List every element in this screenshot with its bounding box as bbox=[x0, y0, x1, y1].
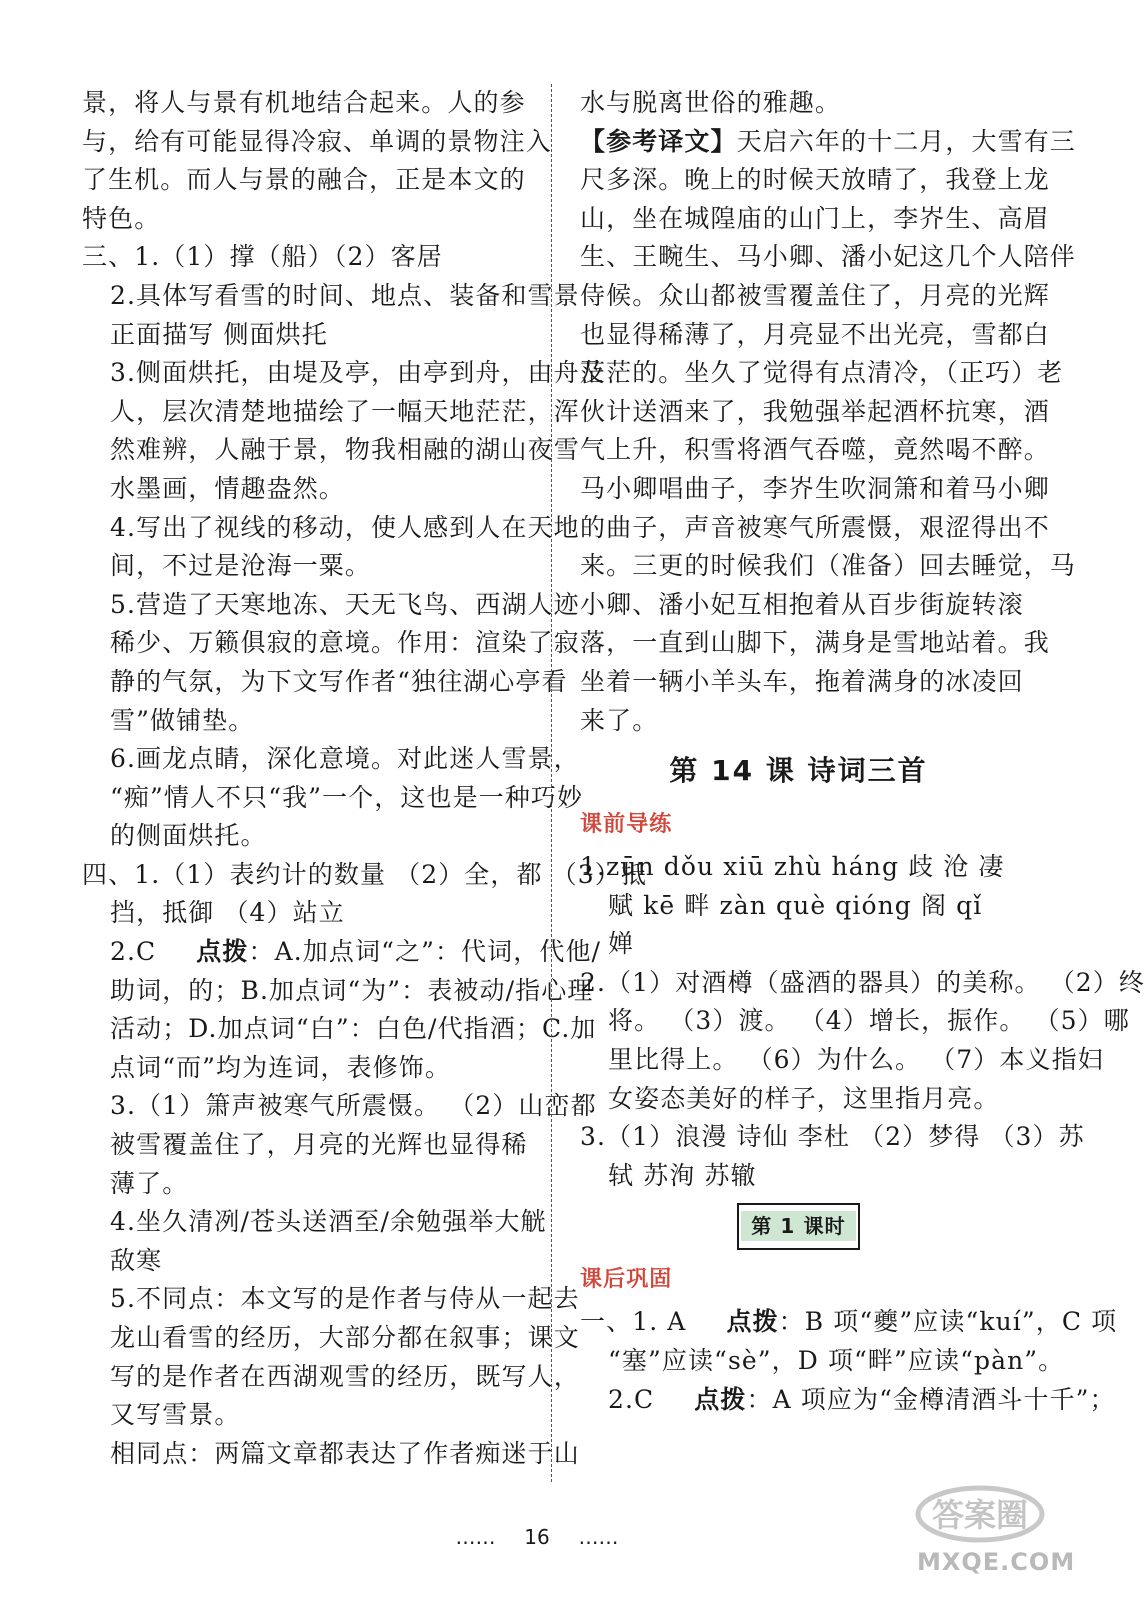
period-badge-label: 第 1 课时 bbox=[741, 1211, 855, 1241]
text-line: 被雪覆盖住了，月亮的光辉也显得稀 bbox=[110, 1130, 528, 1160]
text-line: 与，给有可能显得冷寂、单调的景物注入 bbox=[82, 126, 552, 156]
text-line: 2.（1）对酒樽（盛酒的器具）的美称。 （2）终 bbox=[580, 967, 1145, 997]
text-line: 点词“而”均为连词，表修饰。 bbox=[110, 1052, 451, 1082]
text-line: 的曲子，声音被寒气所震慑，艰涩得出不 bbox=[580, 512, 1050, 542]
text-line: “塞”应读“sè”，D 项“畔”应读“pàn”。 bbox=[608, 1346, 1065, 1376]
text-line: 3.（1）浪漫 诗仙 李杜 （2）梦得 （3）苏 bbox=[580, 1122, 1085, 1152]
text-line: 6.画龙点睛，深化意境。对此迷人雪景， bbox=[110, 744, 580, 774]
hint-label: 点拨 bbox=[196, 937, 249, 967]
text-line: 正面描写 侧面烘托 bbox=[110, 319, 328, 349]
text-line: 侍候。众山都被雪覆盖住了，月亮的光辉 bbox=[580, 280, 1050, 310]
text-line: 活动；D.加点词“白”：白色/代指酒；C.加 bbox=[110, 1014, 597, 1044]
text-line: 挡，抵御 （4）站立 bbox=[110, 898, 345, 928]
text-line: 助词，的；B.加点词“为”：表被动/指心理 bbox=[110, 975, 594, 1005]
text-line: 写的是作者在西湖观雪的经历，既写人， bbox=[110, 1361, 580, 1391]
period-badge bbox=[737, 1203, 859, 1250]
answer-choice: 2.C bbox=[608, 1384, 655, 1414]
text-line: 2.具体写看雪的时间、地点、装备和雪景 bbox=[110, 280, 580, 310]
text-line: 3.（1）箫声被寒气所震慑。 （2）山峦都 bbox=[110, 1091, 597, 1121]
text-line: 龙山看雪的经历，大部分都在叙事；课文 bbox=[110, 1323, 580, 1352]
text-line: 5.不同点：本文写的是作者与侍从一起去 bbox=[110, 1284, 580, 1314]
text-line: 伙计送酒来了，我勉强举起酒杯抗寒，酒 bbox=[580, 396, 1050, 426]
text-line: 来。三更的时候我们（准备）回去睡觉，马 bbox=[580, 551, 1076, 581]
text-line: 尺多深。晚上的时候天放晴了，我登上龙 bbox=[580, 165, 1050, 195]
text-line: 四、1.（1）表约计的数量 （2）全，都 （3）抵 bbox=[82, 859, 647, 889]
text-line: 的侧面烘托。 bbox=[110, 821, 267, 851]
column-divider bbox=[551, 84, 552, 1482]
text-line: 里比得上。 （6）为什么。 （7）本义指妇 bbox=[608, 1045, 1104, 1075]
translation-text: 天启六年的十二月，大雪有三 bbox=[736, 126, 1076, 156]
hint-text: ：B 项“夔”应读“kuí”，C 项 bbox=[778, 1307, 1118, 1337]
lesson-title: 第 14 课 诗词三首 bbox=[669, 754, 928, 788]
text-line: 女姿态美好的样子，这里指月亮。 bbox=[608, 1083, 1000, 1113]
text-line: 人，层次清楚地描绘了一幅天地茫茫，浑 bbox=[110, 396, 580, 426]
watermark-logo bbox=[905, 1478, 1076, 1588]
text-line bbox=[82, 933, 602, 972]
text-line: 雪”做铺垫。 bbox=[110, 705, 255, 735]
section-heading-pre: 课前导练 bbox=[580, 812, 673, 838]
text-line: 稀少、万籁俱寂的意境。作用：渲染了寂 bbox=[110, 628, 580, 658]
text-line: 气上升，积雪将酒气吞噬，竟然喝不醉。 bbox=[580, 435, 1050, 465]
watermark-logo-text: 答案圈 bbox=[931, 1496, 1029, 1534]
text-line: 景，将人与景有机地结合起来。人的参 bbox=[82, 88, 526, 117]
text-line: 三、1.（1）撑（船）（2）客居 bbox=[82, 242, 443, 272]
text-line: 马小卿唱曲子，李岕生吹洞箫和着马小卿 bbox=[580, 473, 1050, 503]
text-line: 4.坐久清冽/苍头送酒至/余勉强举大觥 bbox=[110, 1207, 547, 1237]
text-line: 小卿、潘小妃互相抱着从百步街旋转滚 bbox=[580, 589, 1024, 619]
text-line: 将。 （3）渡。 （4）增长，振作。 （5）哪 bbox=[608, 1006, 1130, 1036]
footer-dots-left: …… bbox=[455, 1525, 496, 1549]
text-line: 了生机。而人与景的融合，正是本文的 bbox=[82, 165, 526, 195]
text-line: 坐着一辆小羊头车，拖着满身的冰凌回 bbox=[580, 666, 1024, 696]
text-line bbox=[580, 1303, 1118, 1342]
text-line: 赋 kē 畔 zàn què qióng 阁 qǐ bbox=[608, 890, 983, 920]
hint-label: 点拨 bbox=[726, 1307, 779, 1337]
text-line: 3.侧面烘托，由堤及亭，由亭到舟，由舟及 bbox=[110, 358, 606, 388]
text-line: 特色。 bbox=[82, 203, 161, 233]
text-line bbox=[580, 1381, 1116, 1420]
hint-text: ：A 项应为“金樽清酒斗十千”； bbox=[746, 1384, 1116, 1414]
hint-label: 点拨 bbox=[694, 1384, 747, 1414]
right-column bbox=[580, 84, 1145, 1419]
footer-dots-right: …… bbox=[578, 1525, 619, 1549]
text-line: 山，坐在城隍庙的山门上，李岕生、高眉 bbox=[580, 203, 1050, 233]
watermark-logo-icon bbox=[905, 1478, 1055, 1548]
text-line: 敌寒 bbox=[110, 1245, 163, 1275]
text-line: 相同点：两篇文章都表达了作者痴迷于山 bbox=[110, 1438, 580, 1468]
period-badge-wrap bbox=[580, 1195, 1017, 1257]
text-line: 1.zūn dǒu xiū zhù háng 歧 沧 凄 bbox=[580, 852, 1005, 882]
text-line: 水与脱离世俗的雅趣。 bbox=[580, 88, 842, 117]
text-line: “痴”情人不只“我”一个，这也是一种巧妙 bbox=[110, 782, 584, 812]
text-line: 轼 苏洵 苏辙 bbox=[608, 1160, 757, 1190]
answer-choice: 2.C bbox=[110, 937, 157, 967]
section-heading-post: 课后巩固 bbox=[580, 1267, 673, 1293]
text-line: 然难辨，人融于景，物我相融的湖山夜雪 bbox=[110, 435, 580, 465]
translation-label: 【参考译文】 bbox=[580, 126, 737, 156]
text-line: 也显得稀薄了，月亮显不出光亮，雪都白 bbox=[580, 319, 1050, 349]
text-line: 4.写出了视线的移动，使人感到人在天地 bbox=[110, 512, 580, 542]
hint-text: ：A.加点词“之”：代词，代他/ bbox=[248, 937, 602, 967]
answer-choice: 一、1. A bbox=[580, 1307, 687, 1337]
text-line bbox=[580, 123, 1076, 162]
text-line: 静的气氛，为下文写作者“独往湖心亭看 bbox=[110, 666, 568, 696]
text-line: 落，一直到山脚下，满身是雪地站着。我 bbox=[580, 628, 1050, 658]
text-line: 间，不过是沧海一粟。 bbox=[110, 551, 372, 581]
page-number: 16 bbox=[524, 1525, 550, 1549]
text-line: 来了。 bbox=[580, 705, 659, 735]
text-line: 水墨画，情趣盎然。 bbox=[110, 473, 345, 503]
text-line: 又写雪景。 bbox=[110, 1400, 241, 1430]
watermark-url: MXQE.COM bbox=[917, 1548, 1076, 1576]
text-line: 薄了。 bbox=[110, 1168, 189, 1198]
text-line: 茫茫的。坐久了觉得有点清冷，（正巧）老 bbox=[580, 358, 1064, 388]
text-line: 婵 bbox=[608, 929, 635, 959]
text-line: 5.营造了天寒地冻、天无飞鸟、西湖人迹 bbox=[110, 589, 580, 619]
text-line: 生、王畹生、马小卿、潘小妃这几个人陪伴 bbox=[580, 242, 1076, 272]
